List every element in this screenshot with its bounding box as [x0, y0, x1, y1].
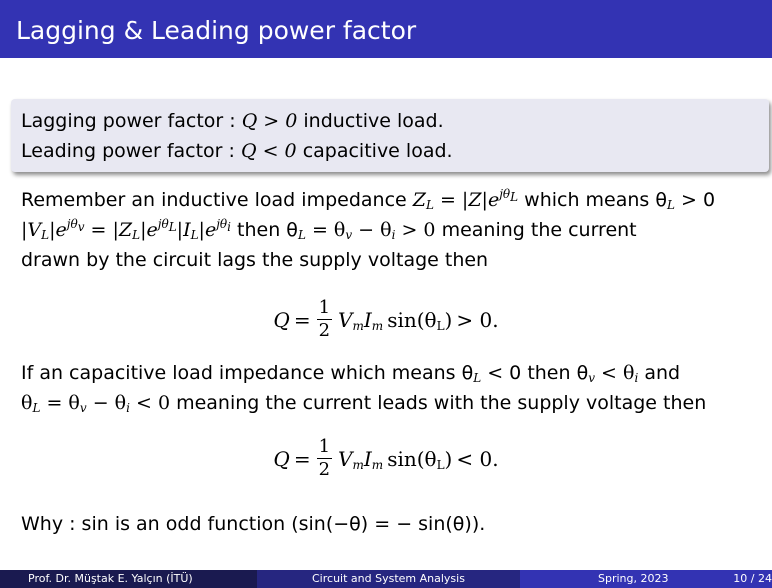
para2-line2: $\theta_L = \theta_v - \theta_i < 0$ meaning the current leads with the supply voltage then: [21, 392, 707, 415]
para1-line3: drawn by the circuit lags the supply voltage then: [21, 249, 489, 271]
para2-line1: If an capacitive load impedance which means $\theta_L < 0$ then $\theta_v < \theta_i$ and: [21, 362, 681, 385]
footer-author: Prof. Dr. Müştak E. Yalçın (İTÜ): [28, 572, 193, 585]
why-line: Why : sin is an odd function (sin(−θ) = − sin(θ)).: [21, 513, 486, 535]
footer-course: Circuit and System Analysis: [312, 572, 465, 585]
block-line-leading: Leading power factor : Q < 0 capacitive load.: [21, 140, 453, 162]
para1-line2: $|V_L|e^{j\theta_v} = |Z_L|e^{j\theta_L}|I_L|e^{j\theta_i}$ then $\theta_L = \theta_v - \theta_i > 0$ meaning the current: [21, 217, 637, 242]
slide-title-bar: [0, 0, 772, 58]
footer-date: Spring, 2023: [598, 572, 669, 585]
block-line-lagging: Lagging power factor : Q > 0 inductive load.: [21, 110, 444, 132]
slide-title: Lagging & Leading power factor: [16, 16, 417, 45]
footer-page-number: 10 / 24: [733, 572, 772, 585]
footer-course-section: [257, 570, 520, 588]
equation-1: Q = $\frac{1}{2}$ $V_mI_m$ $\sin(\theta_L)$ > 0.: [273, 297, 499, 341]
footer-author-section: [0, 570, 257, 588]
footer-bar: [0, 570, 772, 588]
footer-date-section: [520, 570, 772, 588]
equation-2: Q = $\frac{1}{2}$ $V_mI_m$ $\sin(\theta_L)$ < 0.: [273, 436, 499, 480]
para1-line1: Remember an inductive load impedance $Z_L = |Z|e^{j\theta_L}$ which means $\theta_L > 0$: [21, 187, 716, 212]
definition-block: [11, 99, 769, 172]
